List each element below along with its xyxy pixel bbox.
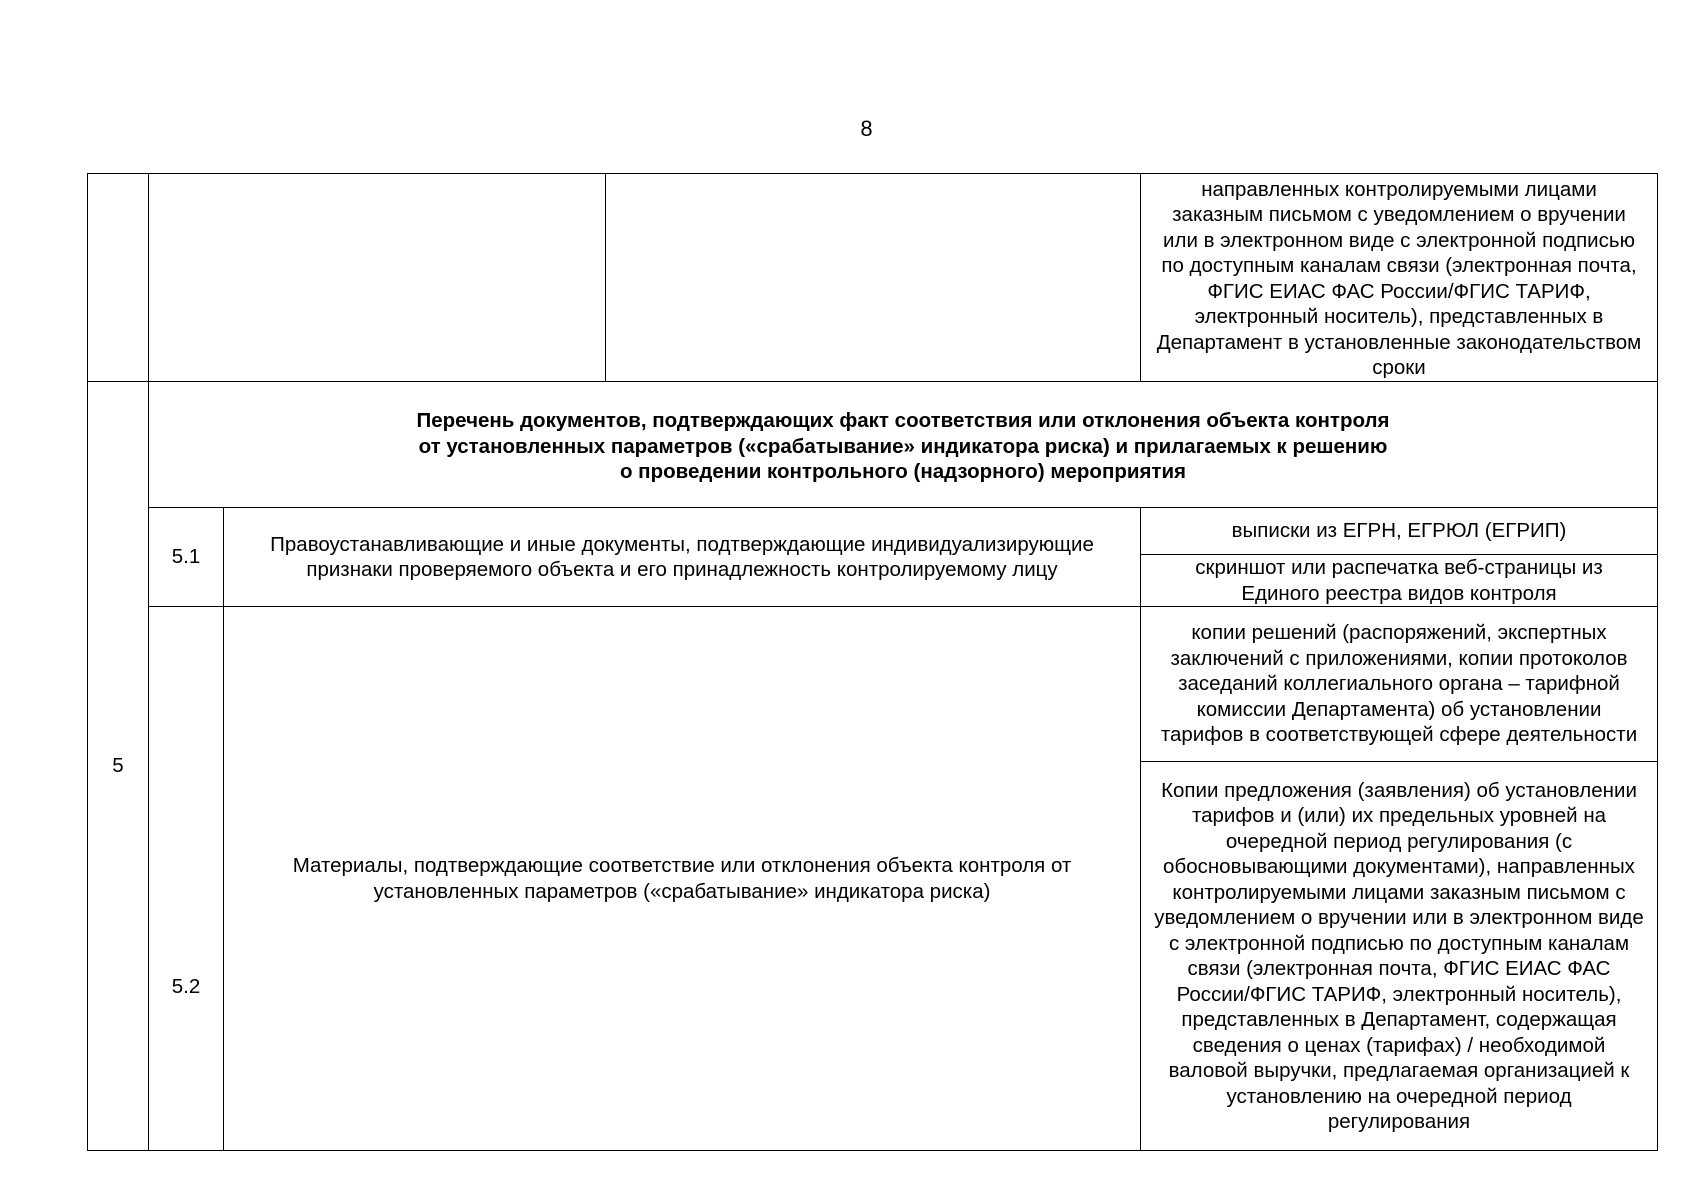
section-heading-line: от установленных параметров («срабатывание» индикатора риска) и прилагаемых к решению	[418, 434, 1388, 458]
row-number: 5.2	[149, 607, 224, 1151]
section-heading-line: Перечень документов, подтверждающих факт соответствия или отклонения объекта контроля	[416, 409, 1390, 433]
section-heading	[149, 382, 1658, 508]
row-description: Материалы, подтверждающие соответствие или отклонения объекта контроля от установленных параметров («срабатывание» индикатора риска)	[224, 607, 1141, 1151]
row-description-line: признаки проверяемого объекта и его принадлежность контролируемому лицу	[306, 558, 1058, 581]
row-document: копии решений (распоряжений, экспертных заключений с приложениями, копии протоколов заседаний коллегиального органа – тарифной комиссии Департамента) об установлении тарифов в соответствующей сфере деятельности	[1141, 607, 1658, 762]
row-description	[224, 508, 1141, 607]
row-number: 5.1	[149, 508, 224, 607]
continuation-criterion-cell	[149, 174, 606, 382]
table-row	[88, 607, 1658, 762]
table-row	[88, 508, 1658, 555]
section-number: 5	[88, 382, 149, 1151]
row-document: скриншот или распечатка веб-страницы из Единого реестра видов контроля	[1141, 555, 1658, 607]
continuation-documents-cell: направленных контролируемыми лицами заказным письмом с уведомлением о вручении или в электронном виде с электронной подписью по доступным каналам связи (электронная почта, ФГИС ЕИАС ФАС России/ФГИС ТАРИФ, электронный носитель), представленных в Департамент в установленные законодательством сроки	[1141, 174, 1658, 382]
risk-indicator-table	[87, 173, 1658, 1151]
continuation-description-cell	[606, 174, 1141, 382]
section-heading-line: о проведении контрольного (надзорного) мероприятия	[619, 460, 1187, 484]
continuation-number-cell	[88, 174, 149, 382]
row-document: выписки из ЕГРН, ЕГРЮЛ (ЕГРИП)	[1141, 508, 1658, 555]
page-number: 8	[860, 116, 873, 141]
row-description-line: Правоустанавливающие и иные документы, подтверждающие индивидуализирующие	[270, 532, 1094, 556]
continuation-row	[88, 174, 1658, 382]
row-document: Копии предложения (заявления) об установлении тарифов и (или) их предельных уровней на очередной период регулирования (с обосновывающими документами), направленных контролируемыми лицами заказным письмом с уведомлением о вручении или в электронном виде с электронной подписью по доступным каналам связи (электронная почта, ФГИС ЕИАС ФАС России/ФГИС ТАРИФ, электронный носитель), представленных в Департамент, содержащая сведения о ценах (тарифах) / необходимой валовой выручки, предлагаемая организацией к установлению на очередной период регулирования	[1141, 762, 1658, 1151]
section-heading-row	[88, 382, 1658, 508]
